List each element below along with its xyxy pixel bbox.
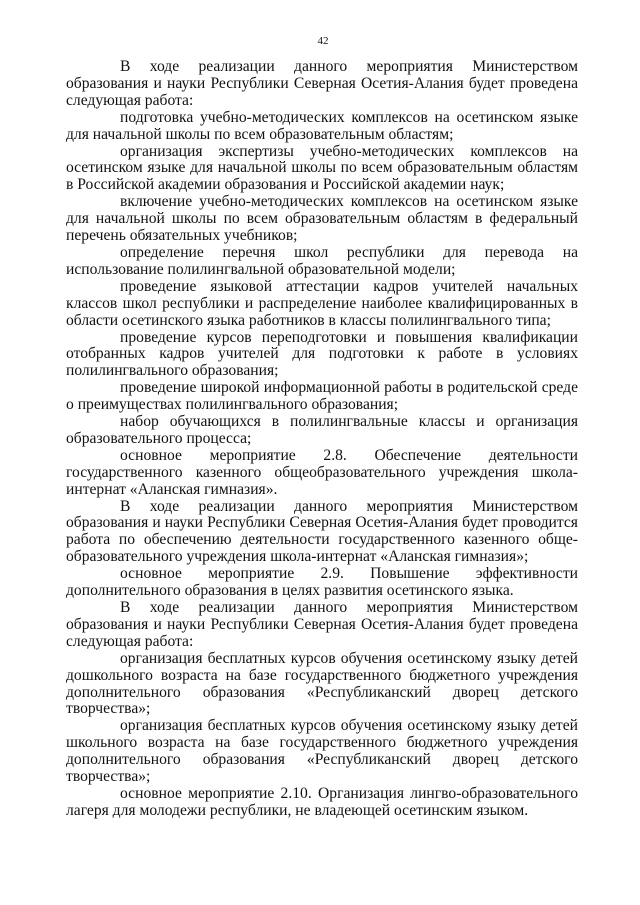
paragraph: организация бесплатных курсов обучения осетинскому языку детей школьного возраста на базе государственного бюджетного учреждения дополнительного образования «Республиканский дворец детского творчества»; [66, 717, 578, 786]
paragraph: проведение языковой аттестации кадров учителей начальных классов школ республики и распределение наиболее квалифицированных в области осетинского языка работников в классы полилингвального типа; [66, 277, 578, 329]
paragraph: определение перечня школ республики для перевода на использование полилингвальной образовательной модели; [66, 243, 578, 278]
page-number: 42 [317, 35, 329, 47]
paragraph: В ходе реализации данного мероприятия Министерством образования и науки Республики Северная Осетия-Алания будет проведена следующая работа: [66, 58, 578, 109]
paragraph: организация бесплатных курсов обучения осетинскому языку детей дошкольного возраста на базе государственного бюджетного учреждения дополнительного образования «Республиканский дворец детского творчества»; [66, 649, 578, 718]
paragraph: проведение курсов переподготовки и повышения квалификации отобранных кадров учителей для подготовки к работе в условиях полилингвального образования; [66, 328, 578, 380]
paragraph: подготовка учебно-методических комплексов на осетинском языке для начальной школы по всем образовательным областям; [66, 108, 578, 143]
paragraph: основное мероприятие 2.10. Организация лингво-образовательного лагеря для молодежи республики, не владеющей осетинским языком. [66, 784, 578, 819]
paragraph: В ходе реализации данного мероприятия Министерством образования и науки Республики Северная Осетия-Алания будет проведена следующая работа: [66, 599, 578, 650]
paragraph: включение учебно-методических комплексов на осетинском языке для начальной школы по всем образовательным областям в федеральный перечень обязательных учебников; [66, 193, 578, 245]
paragraph: В ходе реализации данного мероприятия Министерством образования и науки Республики Северная Осетия-Алания будет проводится работа по обеспечению деятельности государственного казенного обще-образовательного учреждения школа-интернат «Аланская гимназия»; [66, 497, 578, 566]
paragraph: организация экспертизы учебно-методических комплексов на осетинском языке для начальной школы по всем образовательным областям в Российской академии образования и Российской академии наук; [66, 142, 578, 194]
paragraph: основное мероприятие 2.9. Повышение эффективности дополнительного образования в целях развития осетинского языка. [66, 565, 578, 600]
paragraph: основное мероприятие 2.8. Обеспечение деятельности государственного казенного общеобразовательного учреждения школа-интернат «Аланская гимназия». [66, 446, 578, 498]
paragraph: проведение широкой информационной работы в родительской среде о преимуществах полилингвального образования; [66, 379, 578, 414]
document-body [66, 59, 578, 820]
paragraph: набор обучающихся в полилингвальные классы и организация образовательного процесса; [66, 413, 578, 447]
